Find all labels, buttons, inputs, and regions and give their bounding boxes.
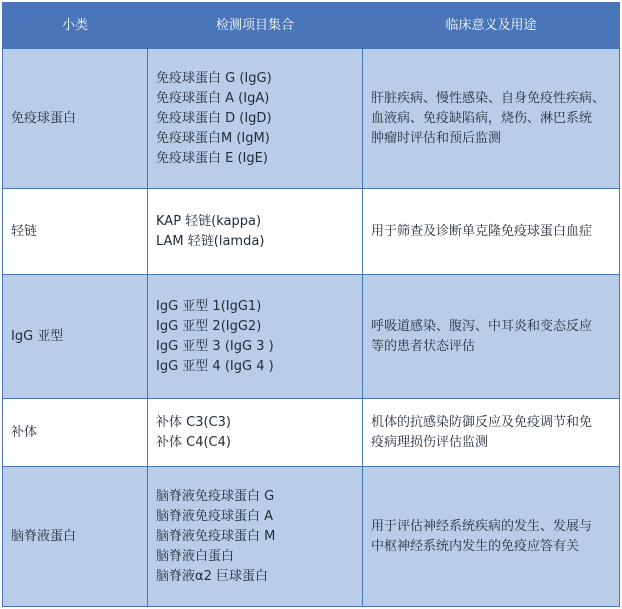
significance-line: 肝脏疾病、慢性感染、自身免疫性疾病、 <box>371 90 606 106</box>
row-category: 补体 <box>3 399 148 467</box>
header-category: 小类 <box>3 3 148 49</box>
item-line: 免疫球蛋白M (IgM) <box>156 130 270 146</box>
table-row <box>3 49 620 189</box>
row-significance <box>363 49 620 189</box>
row-category: IgG 亚型 <box>3 275 148 399</box>
significance-line: 疫病理损伤评估监测 <box>371 434 489 450</box>
item-line: KAP 轻链(kappa) <box>156 213 262 229</box>
item-line: 脑脊液免疫球蛋白 M <box>156 528 276 544</box>
significance-line: 呼吸道感染、腹泻、中耳炎和变态反应 <box>371 318 593 334</box>
item-line: IgG 亚型 4 (IgG 4 ) <box>156 358 274 374</box>
item-line: 脑脊液白蛋白 <box>156 548 235 564</box>
row-significance <box>363 275 620 399</box>
row-items <box>148 49 363 189</box>
row-category: 轻链 <box>3 189 148 275</box>
row-items <box>148 189 363 275</box>
significance-line: 血液病、免疫缺陷病，烧伤、淋巴系统 <box>371 110 593 126</box>
item-line: 免疫球蛋白 G (IgG) <box>156 70 272 86</box>
table-row <box>3 189 620 275</box>
item-line: LAM 轻链(lamda) <box>156 233 265 249</box>
item-line: IgG 亚型 1(IgG1) <box>156 298 262 314</box>
item-line: 补体 C3(C3) <box>156 414 231 430</box>
table-row <box>3 467 620 607</box>
row-significance <box>363 189 620 275</box>
table-row <box>3 399 620 467</box>
item-line: 免疫球蛋白 A (IgA) <box>156 90 270 106</box>
header-significance: 临床意义及用途 <box>363 3 620 49</box>
item-line: IgG 亚型 2(IgG2) <box>156 318 262 334</box>
table-header-row <box>3 3 620 49</box>
row-significance <box>363 399 620 467</box>
table-row <box>3 275 620 399</box>
row-items <box>148 467 363 607</box>
row-category: 免疫球蛋白 <box>3 49 148 189</box>
significance-line: 等的患者状态评估 <box>371 338 476 354</box>
item-line: 脑脊液α2 巨球蛋白 <box>156 568 268 584</box>
significance-line: 中枢神经系统内发生的免疫应答有关 <box>371 538 580 554</box>
item-line: 免疫球蛋白 D (IgD) <box>156 110 272 126</box>
row-category: 脑脊液蛋白 <box>3 467 148 607</box>
item-line: 补体 C4(C4) <box>156 434 231 450</box>
item-line: 脑脊液免疫球蛋白 G <box>156 488 275 504</box>
row-items <box>148 399 363 467</box>
row-significance <box>363 467 620 607</box>
header-items: 检测项目集合 <box>148 3 363 49</box>
significance-line: 肿瘤时评估和预后监测 <box>371 130 502 146</box>
significance-line: 用于筛查及诊断单克隆免疫球蛋白血症 <box>371 223 593 239</box>
item-line: IgG 亚型 3 (IgG 3 ) <box>156 338 274 354</box>
item-line: 免疫球蛋白 E (IgE) <box>156 150 268 166</box>
row-items <box>148 275 363 399</box>
significance-line: 机体的抗感染防御反应及免疫调节和免 <box>371 414 593 430</box>
clinical-test-table <box>2 2 620 607</box>
significance-line: 用于评估神经系统疾病的发生、发展与 <box>371 518 593 534</box>
item-line: 脑脊液免疫球蛋白 A <box>156 508 274 524</box>
